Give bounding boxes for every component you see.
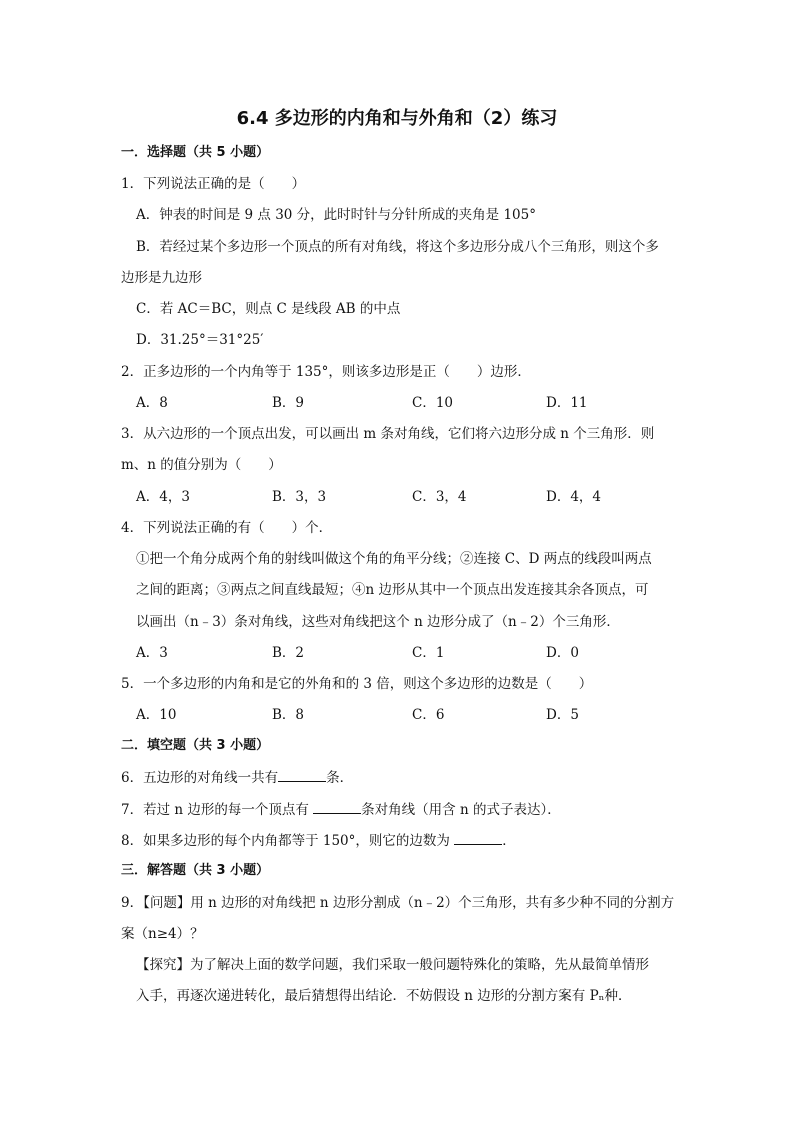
q5-option-b: B．8 <box>272 707 305 723</box>
section-answer-heading: 三．解答题（共 3 小题） <box>121 863 270 878</box>
q8-text-after: ． <box>502 833 516 849</box>
q5-option-c: C．6 <box>412 707 445 723</box>
q8-answer-blank[interactable] <box>454 830 502 845</box>
q3-options <box>136 487 636 507</box>
q4-options <box>136 643 636 663</box>
section-choice-heading: 一．选择题（共 5 小题） <box>121 145 270 160</box>
q4-option-b: B．2 <box>272 645 305 661</box>
page-title: 6.4 多边形的内角和与外角和（2）练习 <box>236 108 558 129</box>
q2-option-b: B．9 <box>272 395 305 411</box>
q1-option-b-line2: 边形是九边形 <box>121 270 202 286</box>
q2-stem: 2．正多边形的一个内角等于 135°，则该多边形是正（ ）边形． <box>121 364 531 380</box>
q7-answer-blank[interactable] <box>313 799 361 814</box>
q8-text-before: 8．如果多边形的每个内角都等于 150°，则它的边数为 <box>121 833 455 849</box>
q6-text-after: 条． <box>326 770 354 786</box>
q4-statement-line1: ①把一个角分成两个角的射线叫做这个角的角平分线；②连接 C、D 两点的线段叫两点 <box>136 551 652 567</box>
q7 <box>121 799 561 820</box>
q5-options <box>136 705 636 725</box>
q1-option-c: C．若 AC＝BC，则点 C 是线段 AB 的中点 <box>136 301 401 317</box>
q8 <box>121 830 516 851</box>
q4-statement-line3: 以画出（n﹣3）条对角线，这些对角线把这个 n 边形分成了（n﹣2）个三角形． <box>136 614 620 630</box>
q4-statement-line2: 之间的距离；③两点之间直线最短；④n 边形从其中一个顶点出发连接其余各顶点，可 <box>136 582 649 598</box>
q3-option-d: D．4，4 <box>546 489 602 505</box>
q3-option-a: A．4，3 <box>136 489 190 505</box>
q2-option-a: A．8 <box>136 395 168 411</box>
q3-option-b: B．3，3 <box>272 489 327 505</box>
q5-option-d: D．5 <box>546 707 579 723</box>
q1-stem: 1．下列说法正确的是（ ） <box>121 176 306 192</box>
q4-option-a: A．3 <box>136 645 168 661</box>
q3-stem-line2: m、n 的值分别为（ ） <box>121 457 282 473</box>
q5-stem: 5．一个多边形的内角和是它的外角和的 3 倍，则这个多边形的边数是（ ） <box>121 676 593 692</box>
q9-line3: 【探究】为了解决上面的数学问题，我们采取一般问题特殊化的策略，先从最简单情形 <box>136 957 649 973</box>
q4-option-c: C．1 <box>412 645 445 661</box>
q4-option-d: D．0 <box>546 645 579 661</box>
q7-text-after: 条对角线（用含 n 的式子表达）． <box>361 802 561 818</box>
q1-option-b-line1: B．若经过某个多边形一个顶点的所有对角线，将这个多边形分成八个三角形，则这个多 <box>136 239 659 255</box>
q9-line1: 9．【问题】用 n 边形的对角线把 n 边形分割成（n﹣2）个三角形，共有多少种不同的分割方 <box>121 895 675 911</box>
q6-text-before: 6．五边形的对角线一共有 <box>121 770 279 786</box>
q2-option-d: D．11 <box>546 395 588 411</box>
q2-options <box>136 393 636 413</box>
q3-option-c: C．3，4 <box>412 489 467 505</box>
q6-answer-blank[interactable] <box>278 767 326 782</box>
q4-stem: 4．下列说法正确的有（ ）个． <box>121 520 333 536</box>
q7-text-before: 7．若过 n 边形的每一个顶点有 <box>121 802 314 818</box>
q3-stem-line1: 3．从六边形的一个顶点出发，可以画出 m 条对角线，它们将六边形分成 n 个三角形．则 <box>121 426 655 442</box>
section-fill-heading: 二．填空题（共 3 小题） <box>121 738 270 753</box>
q6 <box>121 767 353 788</box>
q9-line4: 入手，再逐次递进转化，最后猜想得出结论．不妨假设 n 边形的分割方案有 Pₙ种． <box>136 988 632 1004</box>
q1-option-a: A．钟表的时间是 9 点 30 分，此时时针与分针所成的夹角是 105° <box>136 207 536 223</box>
q5-option-a: A．10 <box>136 707 177 723</box>
q1-option-d: D．31.25°＝31°25′ <box>136 332 264 348</box>
q2-option-c: C．10 <box>412 395 454 411</box>
q9-line2: 案（n≥4）？ <box>121 926 204 942</box>
